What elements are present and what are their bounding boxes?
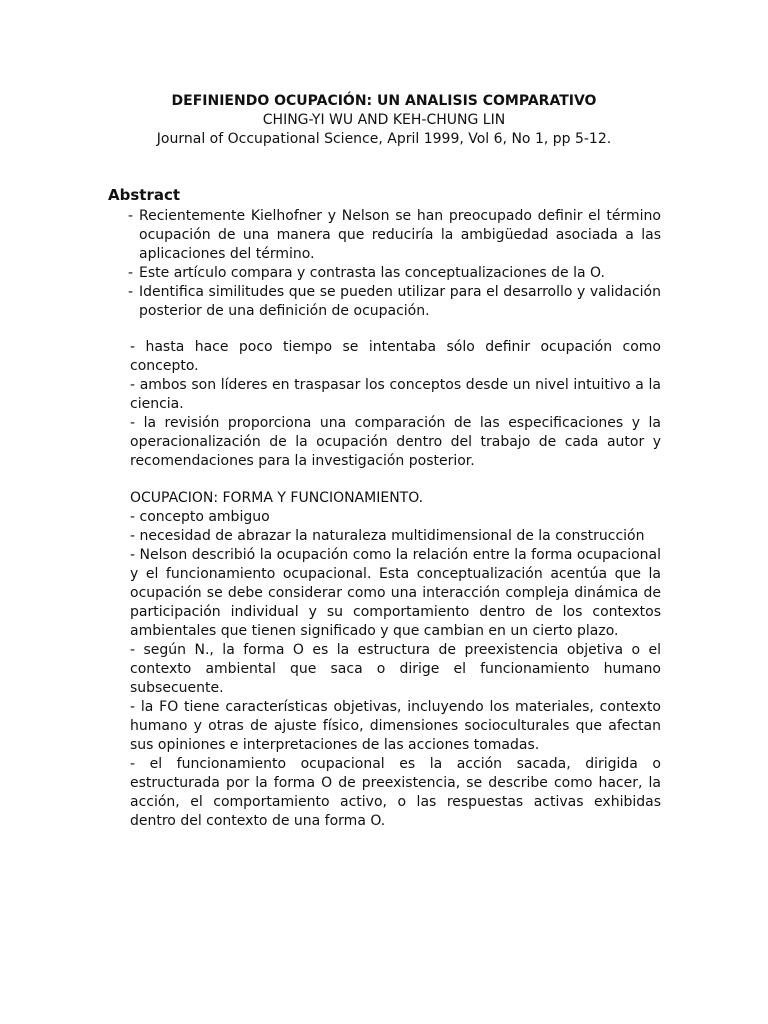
- abstract-bullet-item: [108, 283, 661, 321]
- article-authors: CHING-YI WU AND KEH-CHUNG LIN: [262, 112, 506, 128]
- occupation-section: [130, 489, 661, 831]
- note-paragraph: - según N., la forma O es la estructura de preexistencia objetiva o el contexto ambiental que saca o dirige el funcionamiento humano subsecuente.: [130, 642, 661, 696]
- abstract-bullet-item: [108, 264, 661, 283]
- article-title: DEFINIENDO OCUPACIÓN: UN ANALISIS COMPARATIVO: [171, 93, 597, 109]
- article-header: [0, 92, 768, 149]
- abstract-bullet-item: [108, 207, 661, 264]
- intro-notes: [130, 338, 661, 471]
- note-paragraph: - la revisión proporciona una comparación de las especificaciones y la operacionalización de la ocupación dentro del trabajo de cada autor y recomendaciones para la investigación posterior.: [130, 415, 661, 469]
- note-paragraph: - la FO tiene características objetivas, incluyendo los materiales, contexto humano y otras de ajuste físico, dimensiones socioculturales que afectan sus opiniones e interpretaciones de las acciones tomadas.: [130, 699, 661, 753]
- abstract-bullet-list: [108, 207, 661, 321]
- note-paragraph: - concepto ambiguo: [130, 509, 270, 525]
- section-heading: OCUPACION: FORMA Y FUNCIONAMIENTO.: [130, 490, 424, 506]
- note-paragraph: - necesidad de abrazar la naturaleza multidimensional de la construcción: [130, 528, 645, 544]
- note-paragraph: - ambos son líderes en traspasar los conceptos desde un nivel intuitivo a la ciencia.: [130, 377, 661, 412]
- bullet-dash: -: [128, 208, 134, 224]
- bullet-dash: -: [128, 284, 134, 300]
- note-paragraph: - el funcionamiento ocupacional es la acción sacada, dirigida o estructurada por la forma O de preexistencia, se describe como hacer, la acción, el comportamiento activo, o las respuestas activas exhibidas dentro del contexto de una forma O.: [130, 756, 661, 829]
- abstract-bullet-text: Este artículo compara y contrasta las conceptualizaciones de la O.: [139, 265, 605, 281]
- abstract-heading: Abstract: [108, 186, 181, 204]
- bullet-dash: -: [128, 265, 134, 281]
- note-paragraph: - Nelson describió la ocupación como la relación entre la forma ocupacional y el funcionamiento ocupacional. Esta conceptualización acentúa que la ocupación se debe considerar como una interacción compleja dinámica de participación individual y su comportamiento dentro de los contextos ambientales que tienen significado y que cambian en un cierto plazo.: [130, 547, 661, 639]
- article-citation: Journal of Occupational Science, April 1999, Vol 6, No 1, pp 5-12.: [156, 131, 612, 147]
- abstract-section: [108, 186, 661, 321]
- abstract-bullet-text: Recientemente Kielhofner y Nelson se han preocupado definir el término ocupación de una manera que reduciría la ambigüedad asociada a las aplicaciones del término.: [139, 208, 661, 262]
- abstract-bullet-text: Identifica similitudes que se pueden utilizar para el desarrollo y validación posterior de una definición de ocupación.: [139, 284, 661, 319]
- note-paragraph: - hasta hace poco tiempo se intentaba sólo definir ocupación como concepto.: [130, 339, 661, 374]
